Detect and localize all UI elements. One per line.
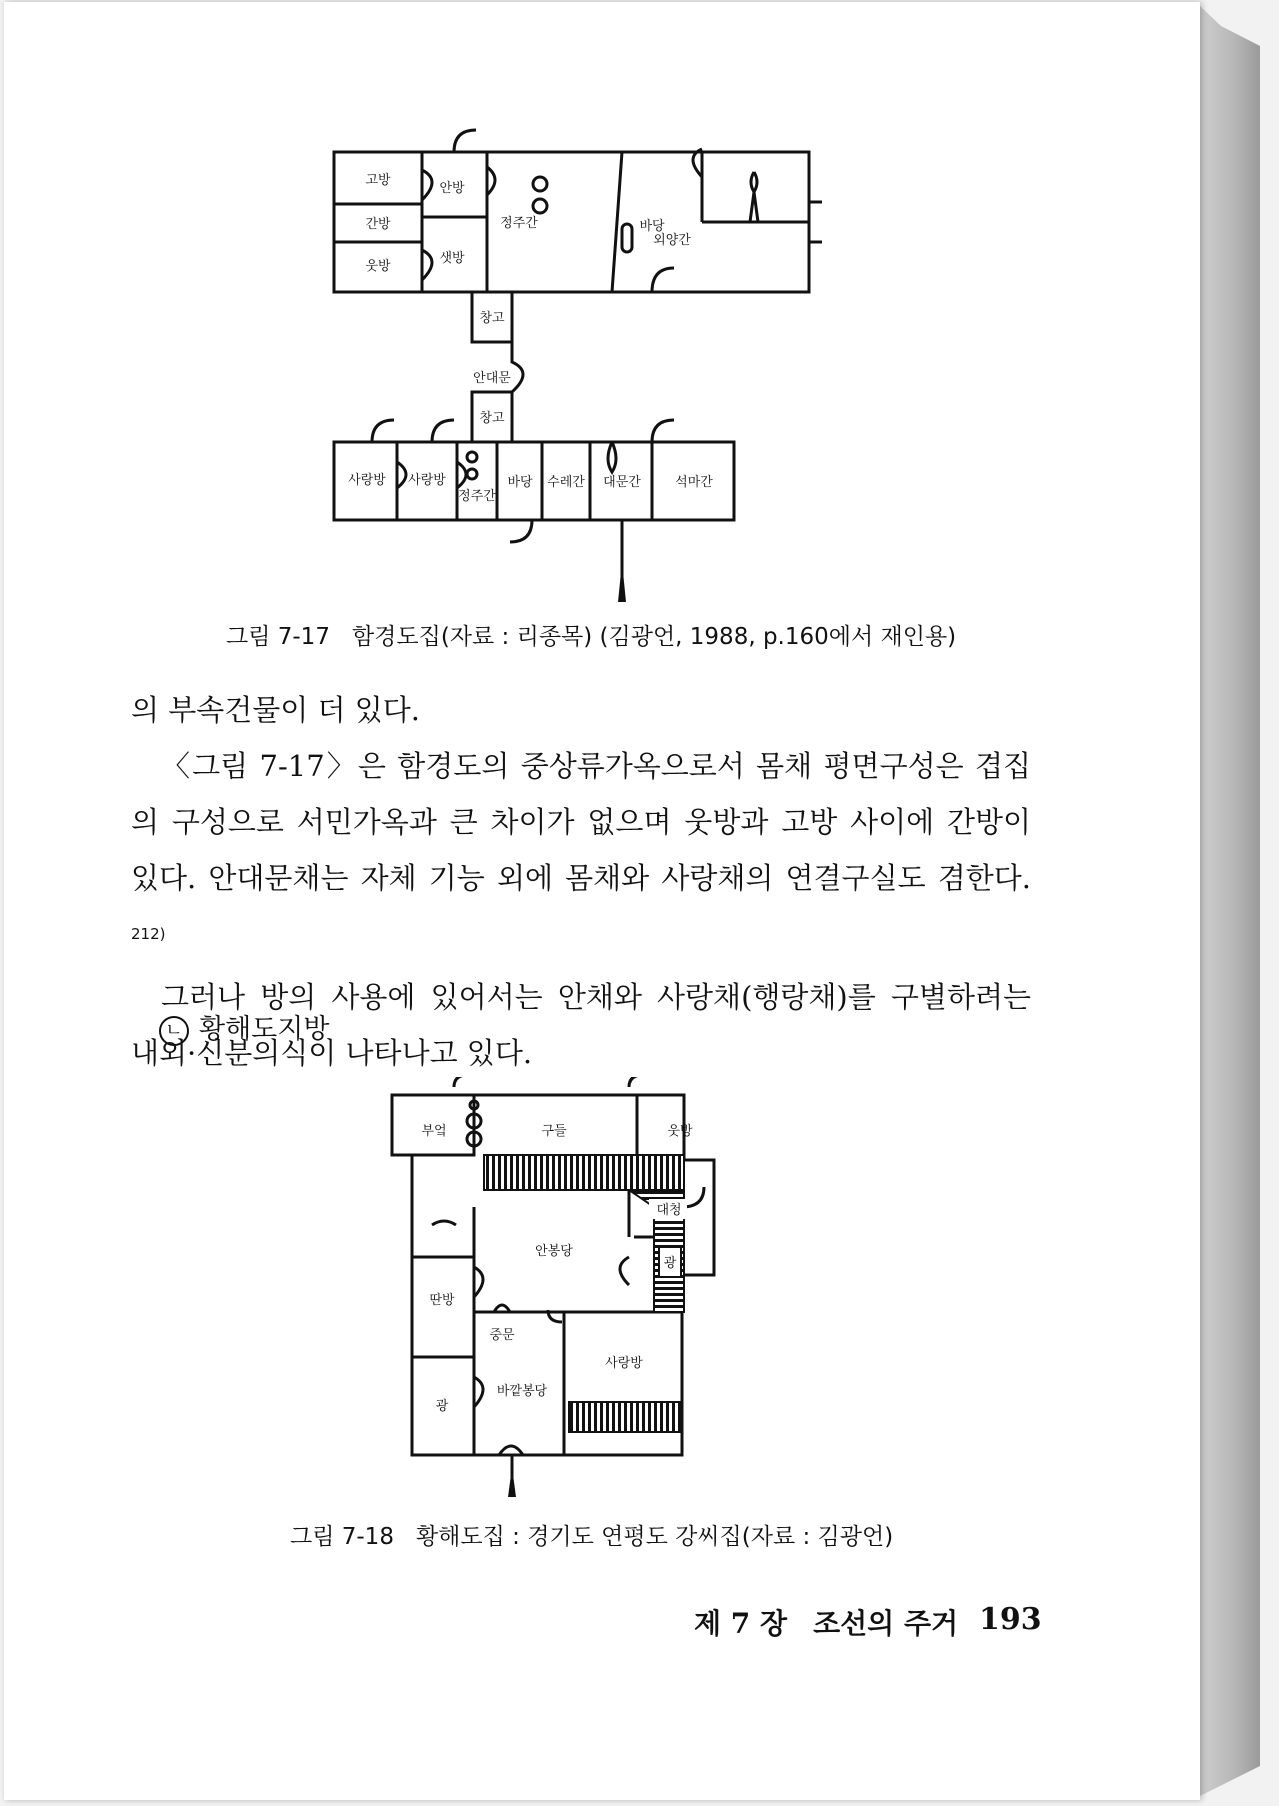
chapter-number: 제 7 장	[694, 1607, 788, 1640]
room-sarangbang-2: 사랑방	[408, 473, 446, 488]
paragraph-2	[131, 738, 1031, 969]
room-jungmun: 중문	[489, 1328, 515, 1343]
chapter-title: 조선의 주거	[813, 1607, 959, 1640]
figure-7-18-caption	[290, 1518, 893, 1551]
room-gwang-2: 광	[435, 1399, 449, 1414]
room-ganbang: 간방	[365, 217, 391, 232]
room-saetbang: 샛방	[439, 251, 465, 266]
room-jeongjugan: 정주간	[500, 216, 538, 231]
room-seokmagan: 석마간	[675, 475, 713, 490]
figure-7-17-caption	[226, 618, 956, 651]
footnote-ref: 212)	[131, 925, 166, 943]
room-badang: 바당	[639, 219, 665, 234]
room-gudeul: 구들	[541, 1124, 567, 1139]
room-suregan: 수레간	[547, 475, 585, 490]
room-andaemun: 안대문	[473, 371, 511, 386]
running-footer	[694, 1602, 958, 1642]
paragraph-3: 그러나 방의 사용에 있어서는 안채와 사랑채(행랑채)를 구별하려는 내외·신분의식이 나타나고 있다.	[131, 980, 1031, 1070]
page-number: 193	[979, 1602, 1042, 1637]
caption-text: 함경도집(자료 : 리종목) (김광언, 1988, p.160에서 재인용)	[351, 624, 957, 650]
room-daemungan: 대문간	[603, 475, 641, 490]
caption-number: 그림 7-18	[290, 1524, 394, 1550]
section-subheading	[159, 1007, 329, 1046]
room-oeyanggan: 외양간	[653, 233, 691, 248]
room-utbang: 웃방	[667, 1124, 693, 1139]
room-changgo-1: 창고	[479, 311, 505, 326]
room-jeongjugan-2: 정주간	[458, 489, 496, 504]
caption-text: 황해도집 : 경기도 연평도 강씨집(자료 : 김광언)	[415, 1524, 894, 1550]
room-gobang: 고방	[365, 173, 391, 188]
subheading-marker: ㄴ	[159, 1016, 189, 1046]
room-daecheong: 대청	[656, 1203, 682, 1218]
caption-number: 그림 7-17	[226, 624, 330, 650]
room-sarangbang-1: 사랑방	[348, 473, 386, 488]
subheading-text: 황해도지방	[199, 1014, 330, 1045]
room-utbang: 웃방	[365, 259, 391, 274]
room-gwang-1: 광	[663, 1256, 677, 1271]
paragraph-2-text: 〈그림 7-17〉은 함경도의 중상류가옥으로서 몸채 평면구성은 겹집의 구성으로 서민가옥과 큰 차이가 없으며 웃방과 고방 사이에 간방이 있다. 안대문채는 자체 기능 외에 몸채와 사랑채의 연결구실도 겸한다.	[131, 749, 1031, 895]
room-ttanbang: 딴방	[429, 1293, 455, 1308]
room-anbongdang: 안봉당	[535, 1244, 573, 1259]
room-anbang: 안방	[439, 181, 465, 196]
room-bakkatbongdang: 바깥봉당	[496, 1384, 548, 1399]
book-page	[4, 2, 1200, 1800]
room-changgo-2: 창고	[479, 411, 505, 426]
room-badang-2: 바당	[507, 475, 533, 490]
room-sarangbang: 사랑방	[605, 1356, 643, 1371]
paragraph-1: 의 부속건물이 더 있다.	[131, 693, 420, 727]
room-bueok: 부엌	[421, 1124, 447, 1139]
book-edge	[1200, 6, 1260, 1796]
floorplan-hwanghae	[384, 1077, 774, 1497]
figure-7-18	[384, 1077, 774, 1497]
floorplan-hamgyeong	[322, 122, 822, 612]
figure-7-17	[322, 122, 822, 612]
